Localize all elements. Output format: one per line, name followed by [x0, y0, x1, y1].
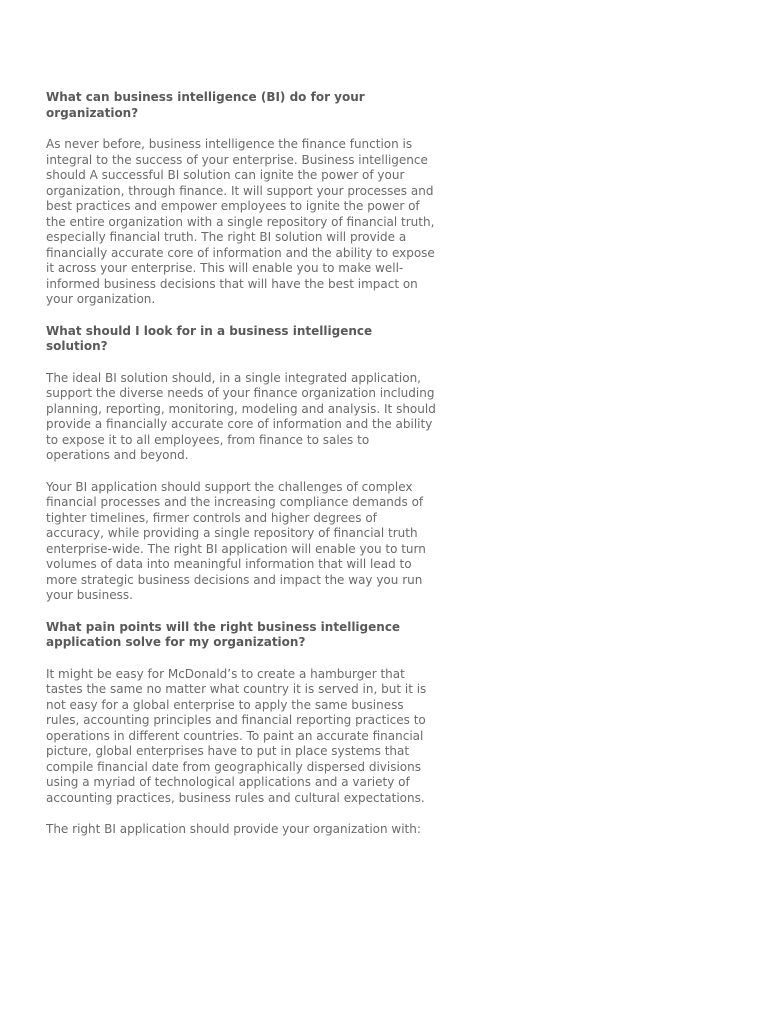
section-heading: What can business intelligence (BI) do for your organization?	[46, 90, 365, 120]
section-paragraph: As never before, business intelligence the finance function is integral to the success of your enterprise. Business intelligence should A successful BI solution can ignite the power of your organization, through finance. It will support your processes and best practices and empower employees to ignite the power of the entire organization with a single repository of financial truth, especially financial truth. The right BI solution will provide a financially accurate core of information and the ability to expose it across your enterprise. This will enable you to make well-informed business decisions that will have the best impact on your organization.	[46, 137, 435, 306]
section-pain-points	[46, 620, 436, 838]
section-what-to-look-for	[46, 324, 436, 604]
section-heading: What pain points will the right business intelligence application solve for my organization?	[46, 619, 401, 649]
section-heading: What should I look for in a business intelligence solution?	[46, 323, 373, 353]
section-paragraph: It might be easy for McDonald’s to create a hamburger that tastes the same no matter what country it is served in, but it is not easy for a global enterprise to apply the same business rules, accounting principles and financial reporting practices to operations in different countries. To paint an accurate financial picture, global enterprises have to put in place systems that compile financial date from geographically dispersed divisions using a myriad of technological applications and a variety of accounting practices, business rules and cultural expectations.	[46, 666, 427, 805]
section-paragraph: Your BI application should support the challenges of complex financial processes and the increasing compliance demands of tighter timelines, firmer controls and higher degrees of accuracy, while providing a single repository of financial truth enterprise-wide. The right BI application will enable you to turn volumes of data into meaningful information that will lead to more strategic business decisions and impact the way you run your business.	[46, 479, 426, 602]
section-bi-benefits	[46, 90, 436, 308]
section-paragraph: The ideal BI solution should, in a single integrated application, support the diverse needs of your finance organization including planning, reporting, monitoring, modeling and analysis. It should provide a financially accurate core of information and the ability to expose it to all employees, from finance to sales to operations and beyond.	[46, 370, 436, 462]
section-paragraph: The right BI application should provide your organization with:	[46, 822, 421, 836]
document-page	[46, 90, 436, 854]
